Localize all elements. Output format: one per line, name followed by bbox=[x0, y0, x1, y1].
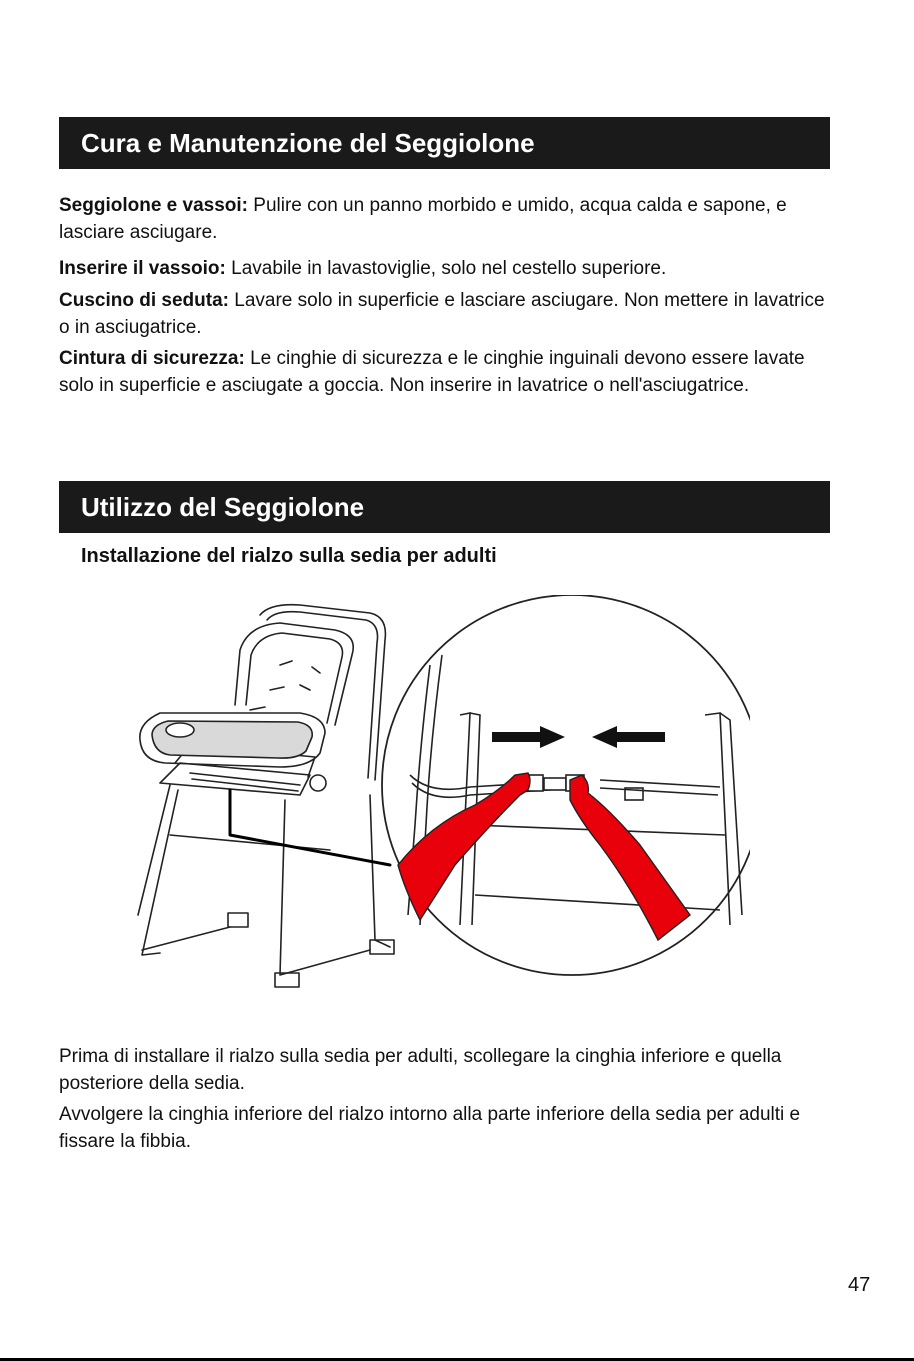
care-item-text: Lavabile in lavastoviglie, solo nel cestello superiore. bbox=[225, 258, 667, 279]
care-item-tray-insert bbox=[59, 255, 834, 282]
page-number: 47 bbox=[848, 1274, 871, 1296]
instruction-paragraph: Prima di installare il rialzo sulla sedia per adulti, scollegare la cinghia inferiore e quella posteriore della sedia. bbox=[59, 1046, 782, 1094]
subsection-title: Installazione del rialzo sulla sedia per adulti bbox=[81, 545, 497, 567]
booster-installation-illustration bbox=[130, 595, 750, 995]
care-item-text: Le cinghie di sicurezza e le cinghie inguinali devono essere lavate solo in superficie e asciugate a goccia. Non inserire in lavatrice o nell'asciugatrice. bbox=[59, 348, 805, 396]
care-item-label: Inserire il vassoio: bbox=[59, 258, 226, 279]
section-title-care: Cura e Manutenzione del Seggiolone bbox=[59, 117, 830, 169]
care-item-label: Seggiolone e vassoi: bbox=[59, 195, 248, 216]
care-item-text: Pulire con un panno morbido e umido, acqua calda e sapone, e lasciare asciugare. bbox=[59, 195, 787, 243]
care-item-text: Lavare solo in superficie e lasciare asciugare. Non mettere in lavatrice o in asciugatrice. bbox=[59, 290, 825, 338]
adult-chair-with-booster bbox=[138, 605, 394, 987]
section-title-usage: Utilizzo del Seggiolone bbox=[59, 481, 830, 533]
care-item-label: Cuscino di seduta: bbox=[59, 290, 229, 311]
instruction-paragraph: Avvolgere la cinghia inferiore del rialzo intorno alla parte inferiore della sedia per adulti e fissare la fibbia. bbox=[59, 1104, 801, 1152]
care-item-label: Cintura di sicurezza: bbox=[59, 348, 245, 369]
care-item-chair-trays bbox=[59, 192, 834, 246]
care-item-seat-cushion bbox=[59, 287, 834, 341]
detail-zoom-circle bbox=[382, 595, 750, 975]
care-item-safety-belt bbox=[59, 345, 834, 399]
